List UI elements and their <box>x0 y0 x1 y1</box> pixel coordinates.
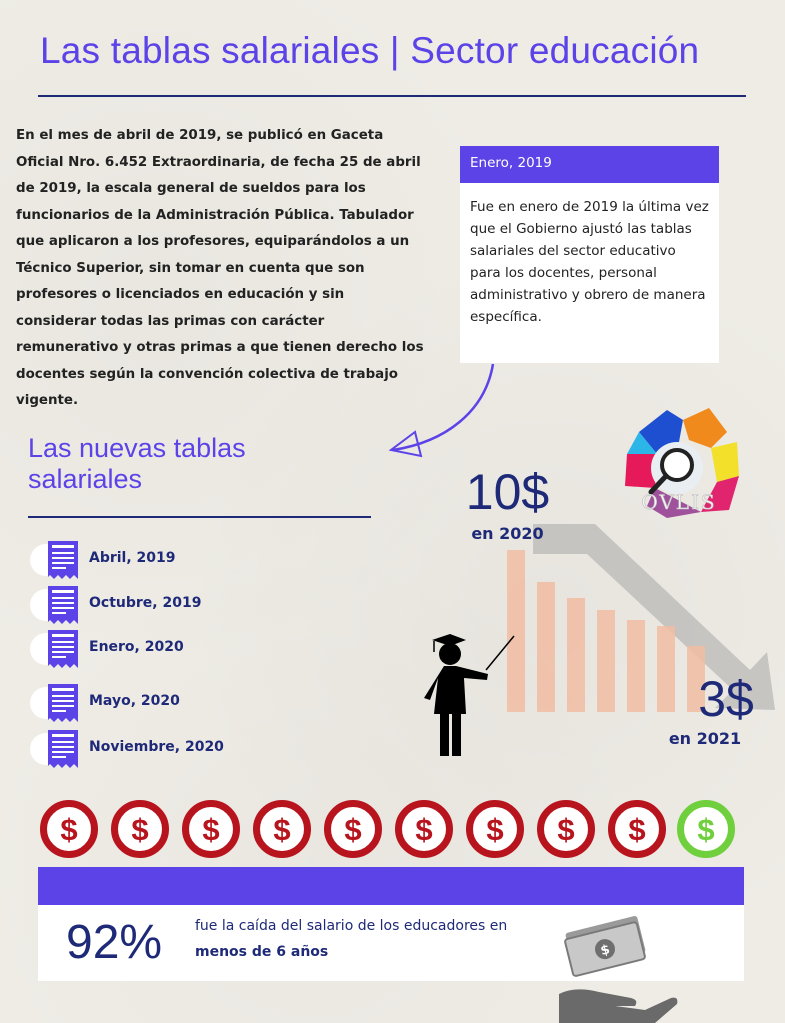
footer-banner <box>38 867 744 905</box>
logo-text: OVLIS <box>641 490 717 514</box>
page-title: Las tablas salariales | Sector educación <box>40 30 700 71</box>
red-coin-icon: $ <box>111 800 169 858</box>
ovlis-logo <box>617 402 742 520</box>
document-icon <box>48 684 78 722</box>
end-salary-value: 3$ <box>698 671 754 727</box>
start-salary-year: en 2020 <box>471 524 544 543</box>
callout-heading: Enero, 2019 <box>460 146 719 183</box>
svg-text:$: $ <box>599 942 612 959</box>
red-coin-icon: $ <box>395 800 453 858</box>
red-coin-icon: $ <box>466 800 524 858</box>
document-icon <box>48 630 78 668</box>
document-icon <box>48 730 78 768</box>
callout-body: Fue en enero de 2019 la última vez que el Gobierno ajustó las tablas salariales del sector educativo para los docentes, personal administrativo y obrero de manera específica. <box>470 199 709 325</box>
list-item <box>30 541 280 577</box>
list-item-label: Mayo, 2020 <box>89 693 180 709</box>
title-divider <box>38 95 746 97</box>
red-coin-icon: $ <box>537 800 595 858</box>
list-item <box>30 730 280 766</box>
callout-card <box>460 146 719 363</box>
list-item <box>30 586 280 622</box>
list-item <box>30 630 280 666</box>
document-icon <box>48 541 78 579</box>
start-salary-value: 10$ <box>465 464 550 520</box>
new-tables-title: Las nuevas tablas salariales <box>28 433 246 494</box>
list-item-label: Octubre, 2019 <box>89 595 202 611</box>
list-item-label: Enero, 2020 <box>89 639 184 655</box>
coins-row <box>40 800 740 860</box>
green-coin-icon: $ <box>677 800 735 858</box>
red-coin-icon: $ <box>40 800 98 858</box>
intro-paragraph: En el mes de abril de 2019, se publicó en Gaceta Oficial Nro. 6.452 Extraordinaria, de fecha 25 de abril de 2019, la escala general de sueldos para los funcionarios de la Administración Pública. Tabulador que aplicaron a los profesores, equiparándolos a un Técnico Superior, sin tomar en cuenta que son profesores o licenciados en educación y sin considerar todas las primas con carácter remunerativo y otras primas a que tienen derecho los docentes según la convención colectiva de trabajo vigente. <box>16 128 424 408</box>
document-icon <box>48 586 78 624</box>
red-coin-icon: $ <box>182 800 240 858</box>
red-coin-icon: $ <box>253 800 311 858</box>
money-hand-icon <box>555 910 680 1023</box>
red-coin-icon: $ <box>608 800 666 858</box>
list-item <box>30 684 280 720</box>
drop-description: fue la caída del salario de los educadores en <box>195 918 508 934</box>
drop-percentage: 92% <box>66 916 163 969</box>
drop-timeframe: menos de 6 años <box>195 944 329 960</box>
subtitle-divider <box>28 516 371 518</box>
end-salary-year: en 2021 <box>668 729 742 748</box>
teacher-silhouette-icon <box>420 630 520 760</box>
curved-arrow-icon <box>385 362 500 462</box>
list-item-label: Abril, 2019 <box>89 550 176 566</box>
red-coin-icon: $ <box>324 800 382 858</box>
list-item-label: Noviembre, 2020 <box>89 739 224 755</box>
